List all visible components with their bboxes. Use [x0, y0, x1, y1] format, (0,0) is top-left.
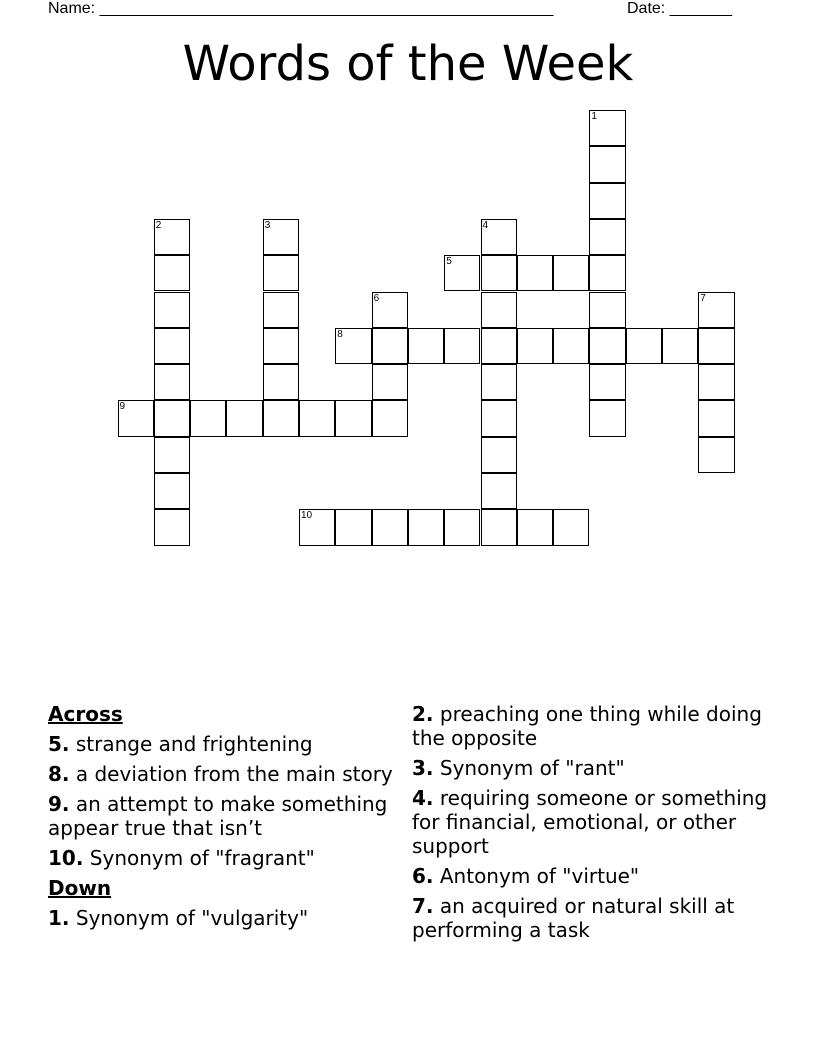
grid-cell[interactable]: [154, 364, 190, 400]
down-heading: Down: [48, 876, 112, 900]
grid-cell[interactable]: [444, 509, 480, 545]
down-clue-3: 3. Synonym of "rant": [412, 756, 625, 780]
grid-cell[interactable]: [698, 364, 734, 400]
grid-cell[interactable]: [481, 400, 517, 436]
grid-cell[interactable]: [154, 509, 190, 545]
grid-cell[interactable]: [263, 219, 299, 255]
grid-cell[interactable]: [154, 255, 190, 291]
grid-cell[interactable]: [335, 328, 371, 364]
grid-cell[interactable]: [481, 255, 517, 291]
grid-cell[interactable]: [481, 509, 517, 545]
grid-cell[interactable]: [118, 400, 154, 436]
clue-number: 9: [119, 401, 126, 413]
clue-number: 5: [446, 256, 452, 268]
grid-cell[interactable]: [481, 437, 517, 473]
grid-cell[interactable]: [553, 255, 589, 291]
grid-cell[interactable]: [299, 509, 335, 545]
grid-cell[interactable]: [372, 364, 408, 400]
grid-cell[interactable]: [154, 473, 190, 509]
grid-cell[interactable]: [263, 255, 299, 291]
grid-cell[interactable]: [444, 328, 480, 364]
grid-cell[interactable]: [263, 364, 299, 400]
grid-cell[interactable]: [154, 328, 190, 364]
clue-number: 1: [591, 111, 597, 122]
grid-cell[interactable]: [553, 328, 589, 364]
grid-cell[interactable]: [589, 146, 625, 182]
grid-cell[interactable]: [517, 255, 553, 291]
grid-cell[interactable]: [190, 400, 226, 436]
grid-cell[interactable]: [226, 400, 262, 436]
down-clue-1: 1. Synonym of "vulgarity": [48, 906, 309, 930]
grid-cell[interactable]: [698, 437, 734, 473]
clue-number: 7: [700, 292, 706, 304]
grid-cell[interactable]: [589, 400, 625, 436]
grid-cell[interactable]: [154, 219, 190, 255]
grid-cell[interactable]: [481, 292, 517, 328]
down-clue-7: 7. an acquired or natural skill at performing a task: [412, 894, 735, 942]
clue-number: 4: [482, 219, 489, 231]
grid-cell[interactable]: [698, 292, 734, 328]
grid-cell[interactable]: [589, 219, 625, 255]
across-clue-9: 9. an attempt to make something appear true that isn’t: [48, 792, 388, 840]
grid-cell[interactable]: [589, 255, 625, 291]
grid-cell[interactable]: [154, 437, 190, 473]
grid-cell[interactable]: [154, 292, 190, 328]
grid-cell[interactable]: [553, 509, 589, 545]
grid-cell[interactable]: [626, 328, 662, 364]
clues-left-column: [48, 702, 408, 936]
clue-number: 3: [264, 219, 271, 231]
grid-cell[interactable]: [517, 509, 553, 545]
grid-cell[interactable]: [154, 400, 190, 436]
grid-cell[interactable]: [335, 509, 371, 545]
clue-number: 2: [155, 219, 162, 231]
grid-cell[interactable]: [372, 509, 408, 545]
grid-cell[interactable]: [299, 400, 335, 436]
grid-cell[interactable]: [263, 292, 299, 328]
down-clue-4: 4. requiring someone or something for financial, emotional, or other support: [412, 786, 768, 858]
grid-cell[interactable]: [263, 328, 299, 364]
grid-cell[interactable]: [481, 364, 517, 400]
grid-cell[interactable]: [481, 328, 517, 364]
down-clue-2: 2. preaching one thing while doing the opposite: [412, 702, 762, 750]
grid-cell[interactable]: [263, 400, 299, 436]
grid-cell[interactable]: [698, 400, 734, 436]
grid-cell[interactable]: [408, 509, 444, 545]
across-heading: Across: [48, 702, 123, 726]
clues-right-column: [412, 702, 772, 948]
grid-cell[interactable]: [589, 292, 625, 328]
down-clue-6: 6. Antonym of "virtue": [412, 864, 640, 888]
grid-cell[interactable]: [372, 292, 408, 328]
grid-cell[interactable]: [589, 110, 625, 146]
across-clue-10: 10. Synonym of "fragrant": [48, 846, 315, 870]
grid-cell[interactable]: [444, 255, 480, 291]
grid-cell[interactable]: [698, 328, 734, 364]
grid-cell[interactable]: [662, 328, 698, 364]
grid-cell[interactable]: [372, 400, 408, 436]
grid-cell[interactable]: [408, 328, 444, 364]
grid-cell[interactable]: [481, 219, 517, 255]
grid-cell[interactable]: [481, 473, 517, 509]
page-title: Words of the Week: [182, 36, 634, 92]
name-field[interactable]: Name: ___________________________________________________: [48, 0, 554, 17]
clue-number: 10: [301, 510, 313, 522]
clue-number: 6: [373, 292, 380, 304]
grid-cell[interactable]: [589, 183, 625, 219]
grid-cell[interactable]: [589, 364, 625, 400]
date-field[interactable]: Date: _______: [627, 0, 732, 17]
grid-cell[interactable]: [517, 328, 553, 364]
grid-cell[interactable]: [589, 328, 625, 364]
across-clue-8: 8. a deviation from the main story: [48, 762, 393, 786]
grid-cell[interactable]: [335, 400, 371, 436]
across-clue-5: 5. strange and frightening: [48, 732, 313, 756]
clue-number: 8: [337, 328, 343, 340]
grid-cell[interactable]: [372, 328, 408, 364]
